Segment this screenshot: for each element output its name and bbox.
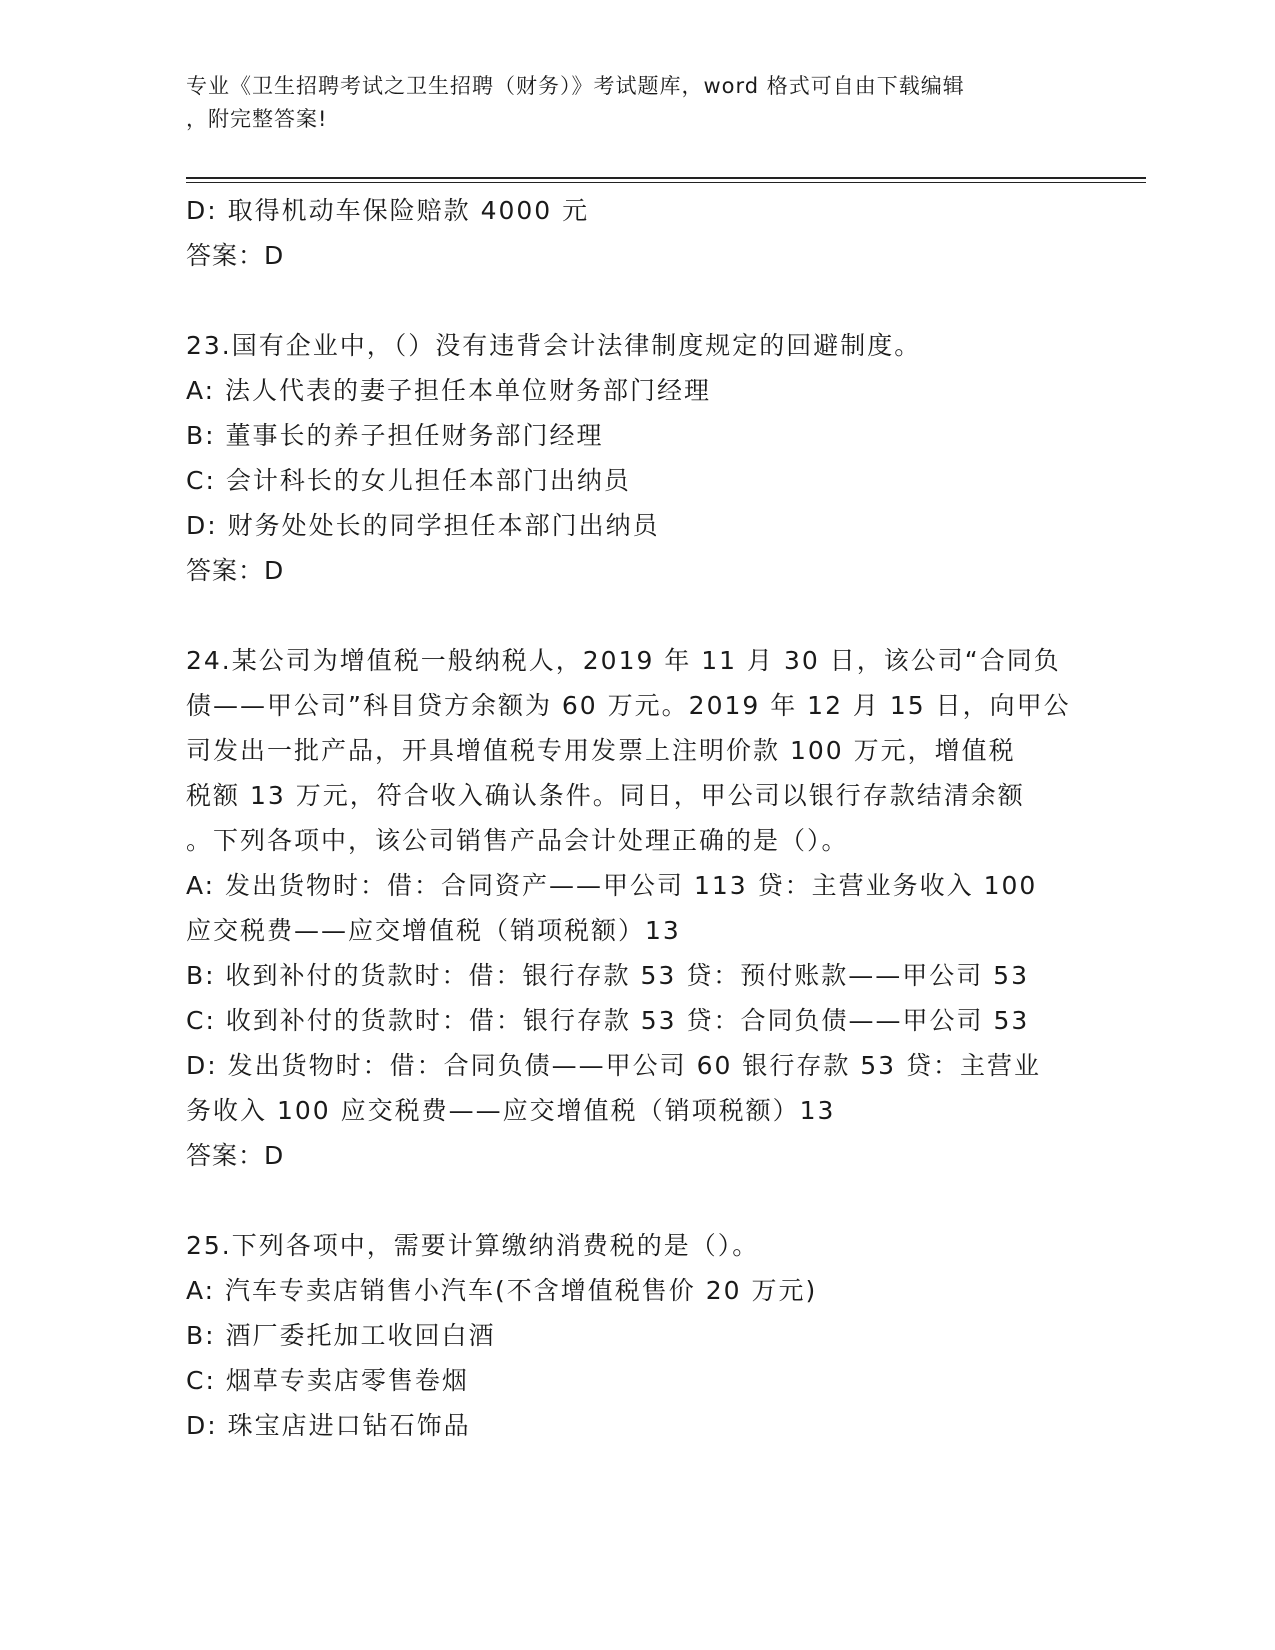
page-header xyxy=(186,70,1086,136)
header-line: 专业《卫生招聘考试之卫生招聘（财务）》考试题库，word 格式可自由下载编辑 xyxy=(186,74,965,98)
option-a: A: 法人代表的妻子担任本单位财务部门经理 xyxy=(186,376,712,405)
answer-line: 答案：D xyxy=(186,1141,285,1170)
option-d: D: 发出货物时：借：合同负债——甲公司 60 银行存款 53 贷：主营业 xyxy=(186,1051,1042,1080)
option-b: B: 董事长的养子担任财务部门经理 xyxy=(186,421,604,450)
option-b: B: 酒厂委托加工收回白酒 xyxy=(186,1321,496,1350)
answer-line: 答案：D xyxy=(186,556,285,585)
option-d: D: 财务处处长的同学担任本部门出纳员 xyxy=(186,511,660,540)
question-stem: 25.下列各项中，需要计算缴纳消费税的是（）。 xyxy=(186,1231,760,1260)
header-line: ，附完整答案! xyxy=(186,107,328,131)
question-block xyxy=(186,188,1086,278)
question-stem: 。下列各项中，该公司销售产品会计处理正确的是（）。 xyxy=(186,826,849,855)
question-stem: 债——甲公司”科目贷方余额为 60 万元。2019 年 12 月 15 日，向甲公 xyxy=(186,691,1071,720)
question-block-25 xyxy=(186,1223,1086,1448)
option-c: C: 收到补付的货款时：借：银行存款 53 贷：合同负债——甲公司 53 xyxy=(186,1006,1030,1035)
option-d: D: 珠宝店进口钻石饰品 xyxy=(186,1411,471,1440)
header-divider xyxy=(186,177,1146,179)
spacer xyxy=(186,278,1086,323)
question-stem: 司发出一批产品，开具增值税专用发票上注明价款 100 万元，增值税 xyxy=(186,736,1016,765)
question-stem: 税额 13 万元，符合收入确认条件。同日，甲公司以银行存款结清余额 xyxy=(186,781,1025,810)
question-stem: 24.某公司为增值税一般纳税人，2019 年 11 月 30 日，该公司“合同负 xyxy=(186,646,1061,675)
question-block-23 xyxy=(186,323,1086,593)
spacer xyxy=(186,593,1086,638)
option-b: B: 收到补付的货款时：借：银行存款 53 贷：预付账款——甲公司 53 xyxy=(186,961,1029,990)
option-line: D: 取得机动车保险赔款 4000 元 xyxy=(186,196,590,225)
question-block-24 xyxy=(186,638,1086,1178)
option-c: C: 烟草专卖店零售卷烟 xyxy=(186,1366,469,1395)
option-a-cont: 应交税费——应交增值税（销项税额）13 xyxy=(186,916,681,945)
option-c: C: 会计科长的女儿担任本部门出纳员 xyxy=(186,466,631,495)
question-list xyxy=(186,188,1086,1448)
spacer xyxy=(186,1178,1086,1223)
answer-line: 答案：D xyxy=(186,241,285,270)
option-d-cont: 务收入 100 应交税费——应交增值税（销项税额）13 xyxy=(186,1096,836,1125)
option-a: A: 汽车专卖店销售小汽车(不含增值税售价 20 万元) xyxy=(186,1276,818,1305)
header-divider-thin xyxy=(186,182,1146,183)
option-a: A: 发出货物时：借：合同资产——甲公司 113 贷：主营业务收入 100 xyxy=(186,871,1038,900)
question-stem: 23.国有企业中，（）没有违背会计法律制度规定的回避制度。 xyxy=(186,331,922,360)
